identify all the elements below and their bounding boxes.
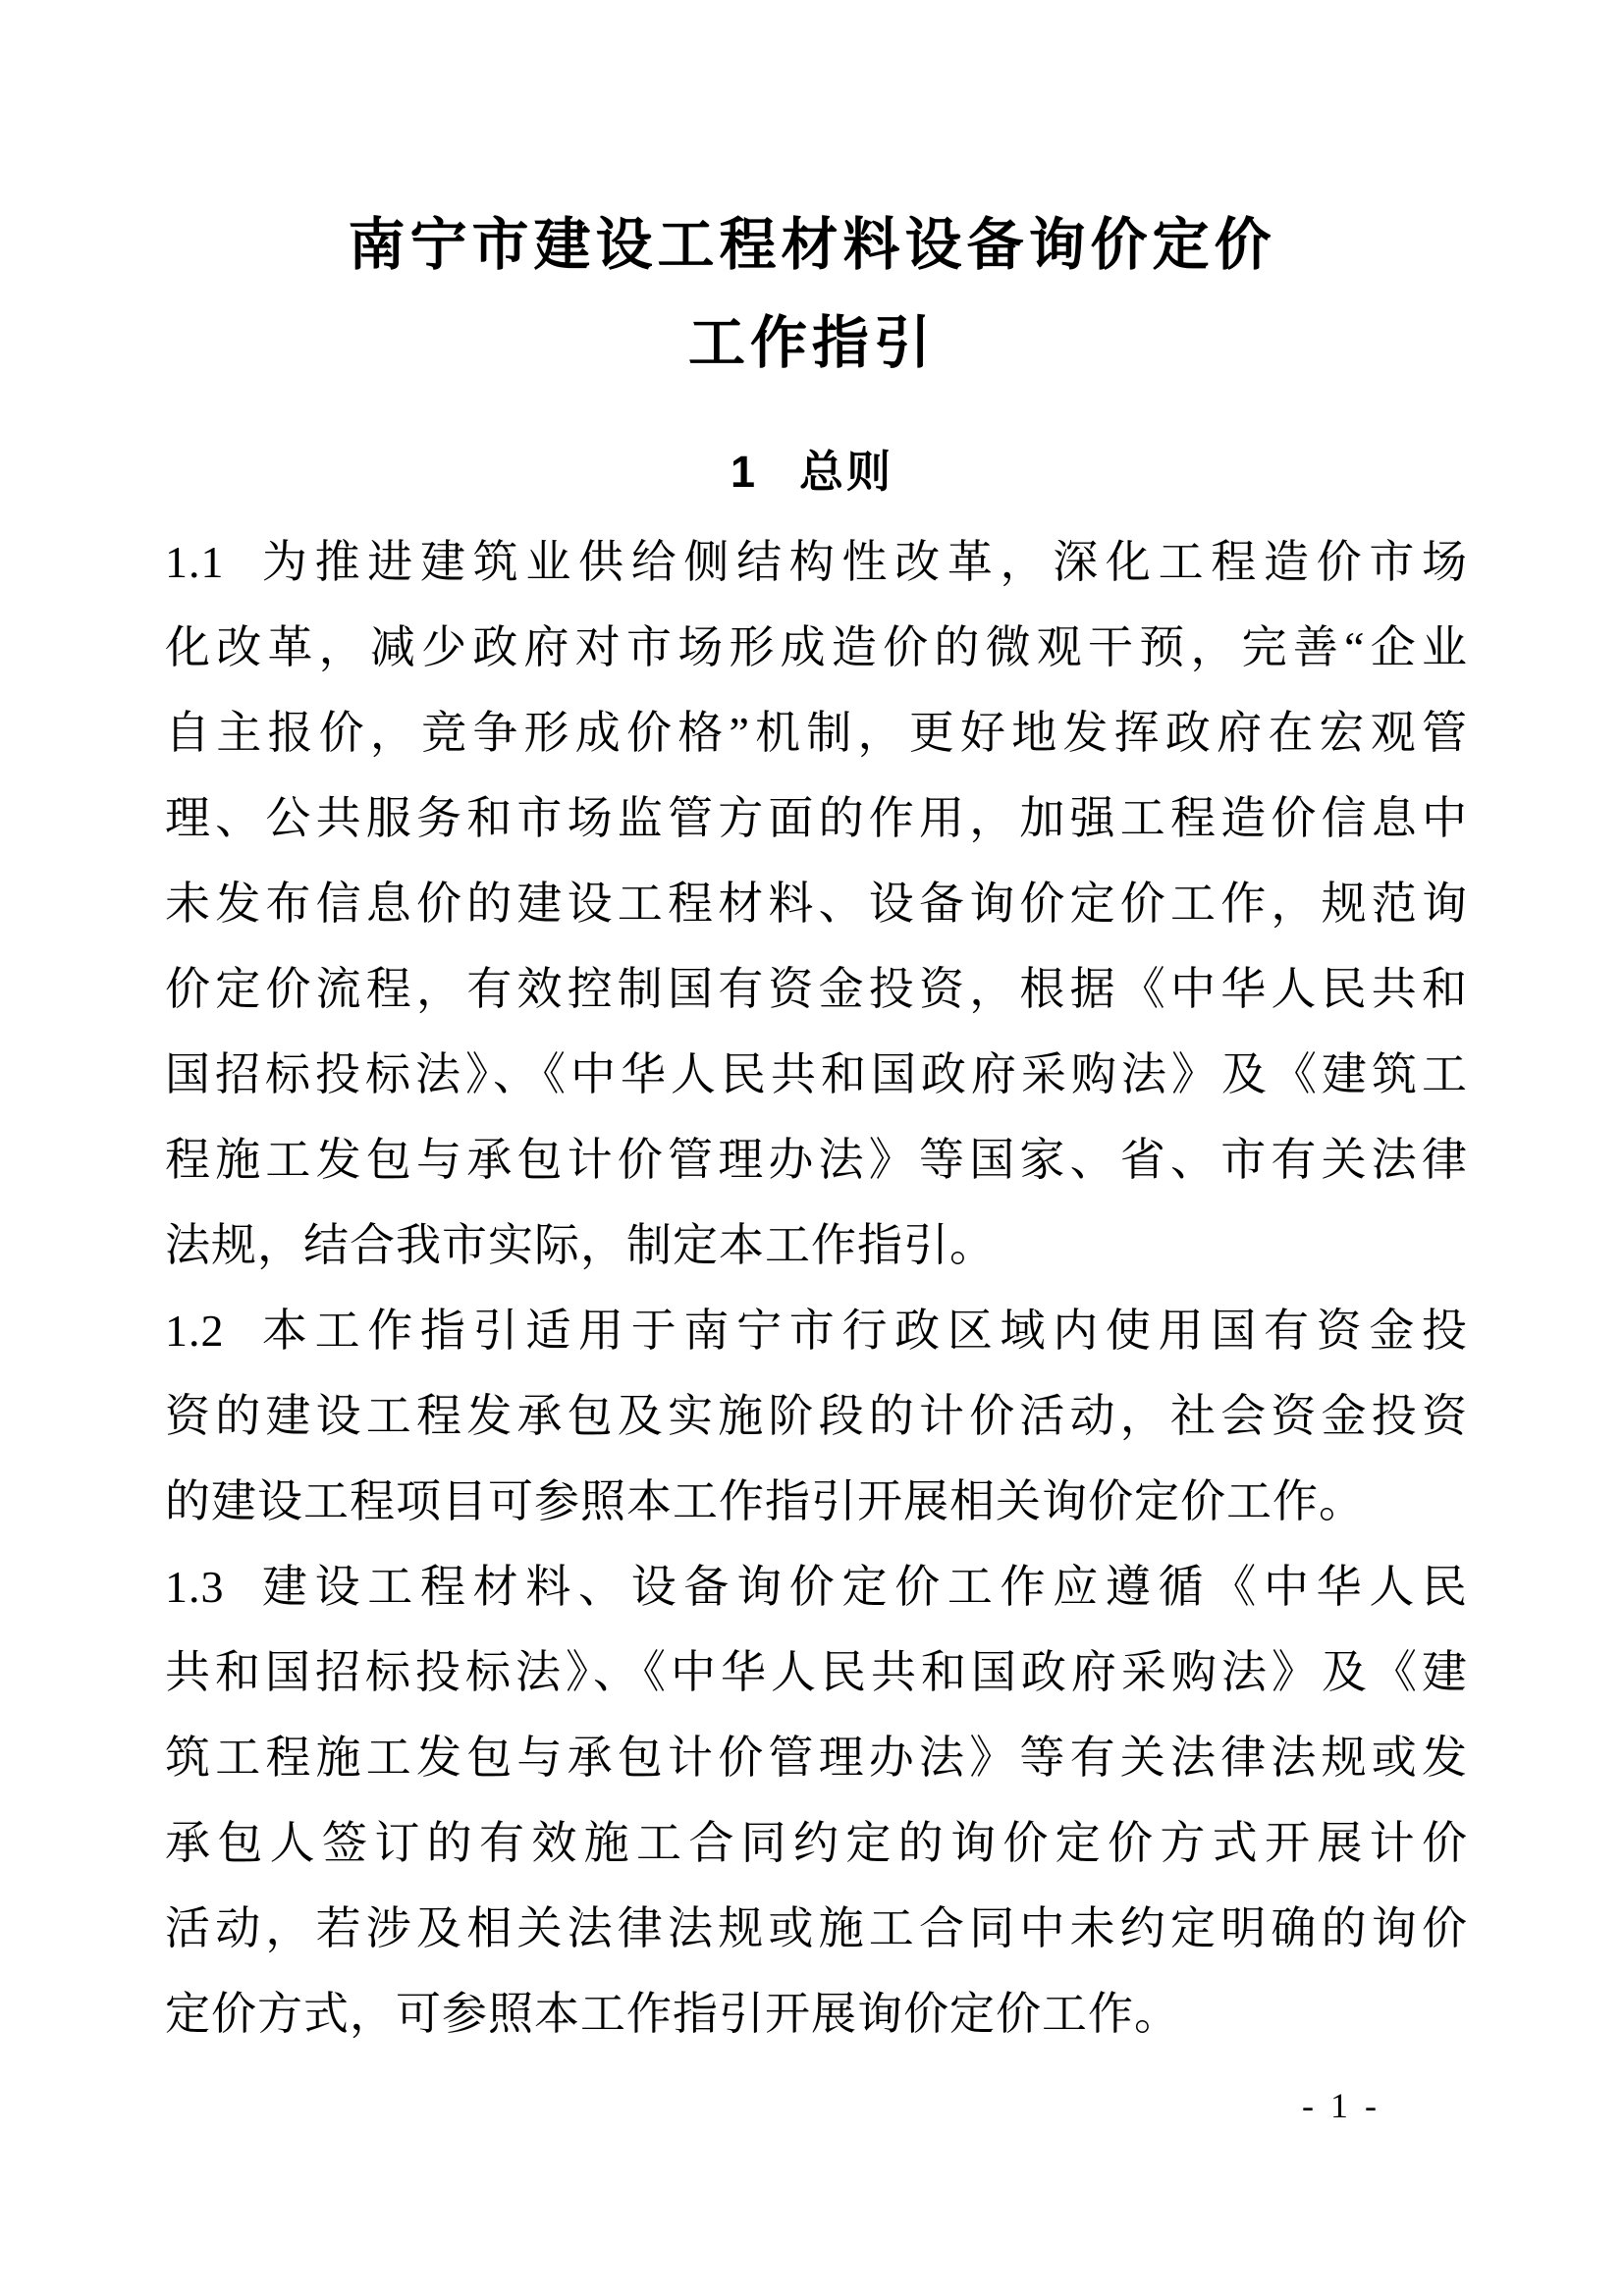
text-line: 化改革，减少政府对市场形成造价的微观干预，完善“企业: [165, 622, 1468, 672]
page-number: - 1 -: [1302, 2086, 1380, 2125]
text-line: 自主报价，竞争形成价格”机制，更好地发挥政府在宏观管: [165, 708, 1468, 758]
text-line: 资的建设工程发承包及实施阶段的计价活动，社会资金投资: [165, 1391, 1468, 1441]
paragraph-1-2: [165, 1288, 1468, 1544]
section-heading: [0, 428, 1624, 516]
text-line: 1.3 建设工程材料、设备询价定价工作应遵循《中华人民: [165, 1562, 1468, 1612]
text-line: 法规，结合我市实际，制定本工作指引。: [165, 1220, 996, 1270]
body-text: [0, 519, 1624, 2056]
section-number: 1: [730, 447, 758, 497]
text-line: 活动，若涉及相关法律法规或施工合同中未约定明确的询价: [165, 1903, 1468, 1953]
text-line: 1.1 为推进建筑业供给侧结构性改革，深化工程造价市场: [165, 537, 1468, 587]
document-title: [0, 0, 1624, 393]
text-line: 承包人签订的有效施工合同约定的询价定价方式开展计价: [165, 1818, 1468, 1868]
section-label: 总则: [799, 447, 894, 497]
paragraph-1-1: [165, 519, 1468, 1288]
text-line: 程施工发包与承包计价管理办法》等国家、省、市有关法律: [165, 1135, 1468, 1185]
text-line: 未发布信息价的建设工程材料、设备询价定价工作，规范询: [165, 879, 1468, 929]
document-title-line-1: 南宁市建设工程材料设备询价定价: [348, 213, 1276, 277]
text-line: 定价方式，可参照本工作指引开展询价定价工作。: [165, 1989, 1180, 2039]
text-line: 筑工程施工发包与承包计价管理办法》等有关法律法规或发: [165, 1733, 1468, 1783]
text-line: 共和国招标投标法》、《中华人民共和国政府采购法》及《建: [165, 1647, 1468, 1697]
paragraph-1-3: [165, 1544, 1468, 2056]
text-line: 理、公共服务和市场监管方面的作用，加强工程造价信息中: [165, 793, 1468, 843]
document-title-line-2: 工作指引: [687, 311, 936, 375]
text-line: 1.2 本工作指引适用于南宁市行政区域内使用国有资金投: [165, 1306, 1468, 1356]
text-line: 国招标投标法》、《中华人民共和国政府采购法》及《建筑工: [165, 1049, 1468, 1099]
text-line: 的建设工程项目可参照本工作指引开展相关询价定价工作。: [165, 1476, 1365, 1526]
text-line: 价定价流程，有效控制国有资金投资，根据《中华人民共和: [165, 964, 1468, 1014]
